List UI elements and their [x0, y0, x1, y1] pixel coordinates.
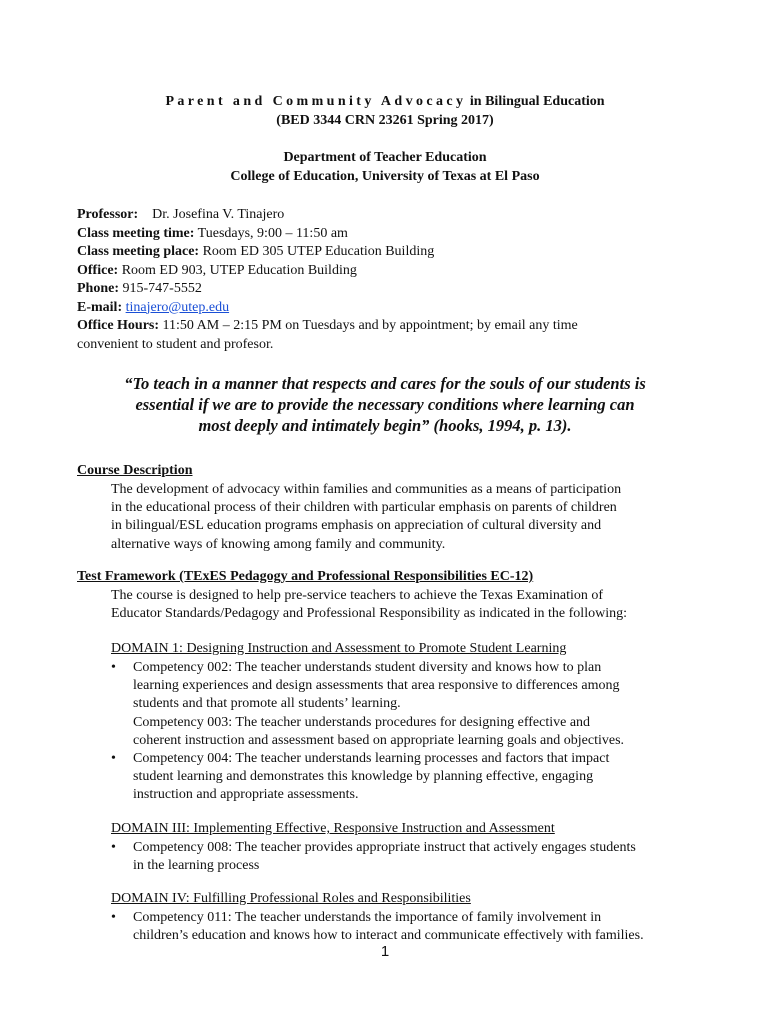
bullet-icon: • [111, 660, 116, 675]
domain-4-list [111, 909, 701, 945]
paragraph-line: in the educational process of their children with particular emphasis on parents of children [111, 500, 617, 516]
meeting-place-value: Room ED 305 UTEP Education Building [202, 244, 435, 259]
domain-4-title: DOMAIN IV: Fulfilling Professional Roles and Responsibilities [111, 891, 471, 906]
course-title-rest: in Bilingual Education [469, 94, 605, 109]
paragraph-line: in bilingual/ESL education programs emphasis on appreciation of cultural diversity and [111, 518, 602, 534]
list-item-line: Competency 002: The teacher understands student diversity and knows how to plan [133, 660, 602, 675]
quote-line: “To teach in a manner that respects and cares for the souls of our students is [124, 374, 646, 393]
list-item [111, 909, 701, 945]
course-title-spaced: Parent and Community Advocacy [165, 94, 467, 109]
course-description-heading: Course Description [77, 463, 193, 478]
meeting-time-label: Class meeting time: [77, 225, 195, 241]
paragraph-line: The course is designed to help pre-service teachers to achieve the Texas Examination of [111, 588, 604, 603]
meeting-time-row [77, 225, 717, 244]
hooks-quote [90, 373, 680, 436]
list-item-line: learning experiences and design assessments that area responsive to differences among [133, 678, 620, 694]
test-framework-intro [111, 587, 691, 623]
paragraph-line: The development of advocacy within families and communities as a means of participation [111, 482, 622, 497]
email-row [77, 299, 717, 318]
paragraph-line: alternative ways of knowing among family and community. [111, 536, 446, 552]
meeting-time-value: Tuesdays, 9:00 – 11:50 am [197, 225, 348, 241]
domain-1-title: DOMAIN 1: Designing Instruction and Assessment to Promote Student Learning [111, 641, 567, 656]
professor-row [77, 206, 717, 225]
office-hours-value: 11:50 AM – 2:15 PM on Tuesdays and by appointment; by email any time [162, 318, 578, 333]
domain-3-title: DOMAIN III: Implementing Effective, Responsive Instruction and Assessment [111, 821, 555, 836]
quote-line: essential if we are to provide the necessary conditions where learning can [135, 395, 635, 414]
course-code: (BED 3344 CRN 23261 Spring 2017) [276, 113, 494, 128]
phone-row [77, 280, 717, 299]
professor-value: Dr. Josefina V. Tinajero [152, 207, 285, 222]
college-name: College of Education, University of Texas at El Paso [230, 169, 540, 184]
list-item-line: instruction and appropriate assessments. [133, 787, 359, 803]
office-hours-label: Office Hours: [77, 318, 160, 333]
office-value: Room ED 903, UTEP Education Building [121, 262, 357, 278]
office-hours-continued: convenient to student and profesor. [77, 336, 274, 352]
list-item-line: Competency 008: The teacher provides appropriate instruct that actively engages students [133, 840, 636, 855]
quote-line: most deeply and intimately begin” (hooks, 1994, p. 13). [198, 416, 572, 435]
list-item-line: children’s education and knows how to interact and communicate effectively with families. [133, 928, 644, 944]
list-item [111, 750, 701, 805]
office-row [77, 262, 717, 281]
office-label: Office: [77, 262, 119, 278]
bullet-icon: • [111, 910, 116, 925]
bullet-icon: • [111, 840, 116, 855]
paragraph-line: Educator Standards/Pedagogy and Professional Responsibility as indicated in the following: [111, 606, 627, 622]
list-item-line: coherent instruction and assessment based on appropriate learning goals and objectives. [133, 732, 625, 748]
meeting-place-label: Class meeting place: [77, 244, 200, 259]
meeting-place-row [77, 243, 717, 262]
list-item-line: Competency 004: The teacher understands learning processes and factors that impact [133, 751, 610, 767]
phone-value: 915-747-5552 [122, 281, 202, 296]
test-framework-heading: Test Framework (TExES Pedagogy and Professional Responsibilities EC-12) [77, 569, 534, 584]
office-hours-row [77, 317, 717, 336]
department-name: Department of Teacher Education [283, 150, 487, 165]
domain-1-list [111, 659, 701, 805]
phone-label: Phone: [77, 281, 119, 296]
email-label: E-mail: [77, 299, 123, 315]
bullet-icon: • [111, 751, 116, 767]
list-item-line: student learning and demonstrates this knowledge by planning effective, engaging [133, 769, 594, 785]
professor-label: Professor: [77, 207, 139, 222]
course-title [0, 94, 770, 110]
list-item-line: students and that promote all students’ learning. [133, 696, 401, 712]
list-item [111, 839, 701, 875]
list-item-line: Competency 011: The teacher understands the importance of family involvement in [133, 910, 602, 925]
page-number: 1 [380, 943, 390, 960]
email-link[interactable]: tinajero@utep.edu [125, 299, 230, 315]
course-description-text [111, 481, 691, 554]
list-item-line: Competency 003: The teacher understands procedures for designing effective and [133, 714, 591, 730]
list-item [111, 659, 701, 750]
list-item-line: in the learning process [133, 858, 260, 874]
instructor-info [77, 206, 717, 354]
domain-3-list [111, 839, 701, 875]
